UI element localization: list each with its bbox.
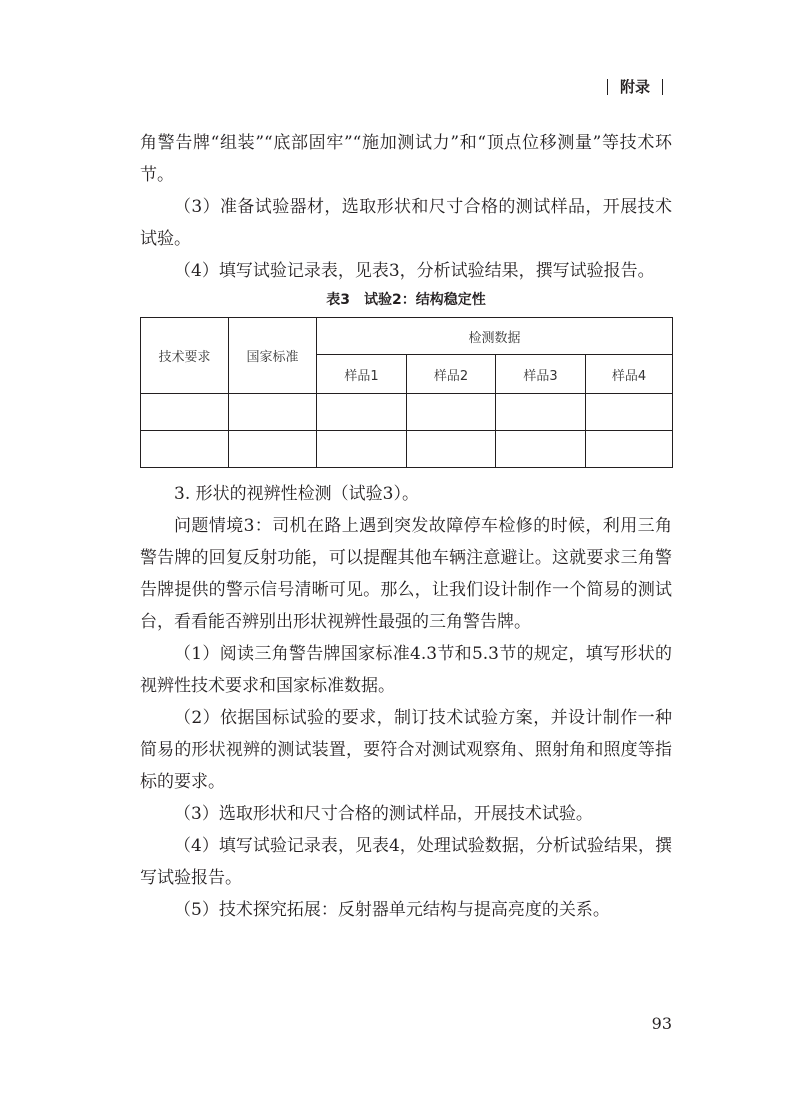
header-sample-4: 样品4	[586, 355, 673, 394]
paragraph: （1）阅读三角警告牌国家标准4.3节和5.3节的规定，填写形状的视辨性技术要求和国家标准数据。	[140, 644, 672, 696]
table-cell[interactable]	[586, 394, 673, 431]
table-cell[interactable]	[141, 394, 229, 431]
header-standard: 国家标准	[229, 318, 317, 394]
page-number: 93	[651, 1014, 672, 1033]
table-cell[interactable]	[229, 394, 317, 431]
header-sample-3: 样品3	[496, 355, 586, 394]
paragraph: （2）依据国标试验的要求，制订技术试验方案，并设计制作一种简易的形状视辨的测试装置，要符合对测试观察角、照射角和照度等指标的要求。	[140, 708, 672, 792]
paragraph: 角警告牌“组装”“底部固牢”“施加测试力”和“顶点位移测量”等技术环节。	[140, 133, 672, 185]
table-caption: 表3 试验2：结构稳定性	[326, 292, 486, 308]
table-cell[interactable]	[407, 394, 496, 431]
test-record-table	[140, 317, 673, 468]
header-sample-2: 样品2	[407, 355, 496, 394]
header-divider-left	[607, 79, 608, 95]
table-cell[interactable]	[586, 431, 673, 468]
paragraph: （5）技术探究拓展：反射器单元结构与提高亮度的关系。	[174, 900, 610, 920]
table-header-row	[141, 318, 673, 355]
header-divider-right	[662, 79, 663, 95]
table-cell[interactable]	[141, 431, 229, 468]
paragraph: （3）准备试验器材，选取形状和尺寸合格的测试样品，开展技术试验。	[140, 197, 672, 249]
header-sample-1: 样品1	[317, 355, 407, 394]
table-cell[interactable]	[229, 431, 317, 468]
header-data-group: 检测数据	[317, 318, 673, 355]
running-header	[595, 76, 675, 97]
header-requirement: 技术要求	[141, 318, 229, 394]
table-cell[interactable]	[317, 394, 407, 431]
header-section-title: 附录	[619, 78, 650, 96]
table-cell[interactable]	[496, 431, 586, 468]
table-row	[141, 394, 673, 431]
paragraph: （3）选取形状和尺寸合格的测试样品，开展技术试验。	[174, 804, 593, 824]
paragraph: （4）填写试验记录表，见表3，分析试验结果，撰写试验报告。	[174, 261, 655, 281]
table-row	[141, 431, 673, 468]
table-cell[interactable]	[317, 431, 407, 468]
text-block-top	[140, 127, 672, 287]
table-cell[interactable]	[407, 431, 496, 468]
paragraph: （4）填写试验记录表，见表4，处理试验数据，分析试验结果，撰写试验报告。	[140, 836, 672, 888]
section-heading: 3. 形状的视辨性检测（试验3）。	[174, 484, 419, 504]
text-block-bottom	[140, 478, 672, 926]
table-cell[interactable]	[496, 394, 586, 431]
paragraph: 问题情境3：司机在路上遇到突发故障停车检修的时候，利用三角警告牌的回复反射功能，可以提醒其他车辆注意避让。这就要求三角警告牌提供的警示信号清晰可见。那么，让我们设计制作一个简易的测试台，看看能否辨别出形状视辨性最强的三角警告牌。	[140, 516, 672, 632]
